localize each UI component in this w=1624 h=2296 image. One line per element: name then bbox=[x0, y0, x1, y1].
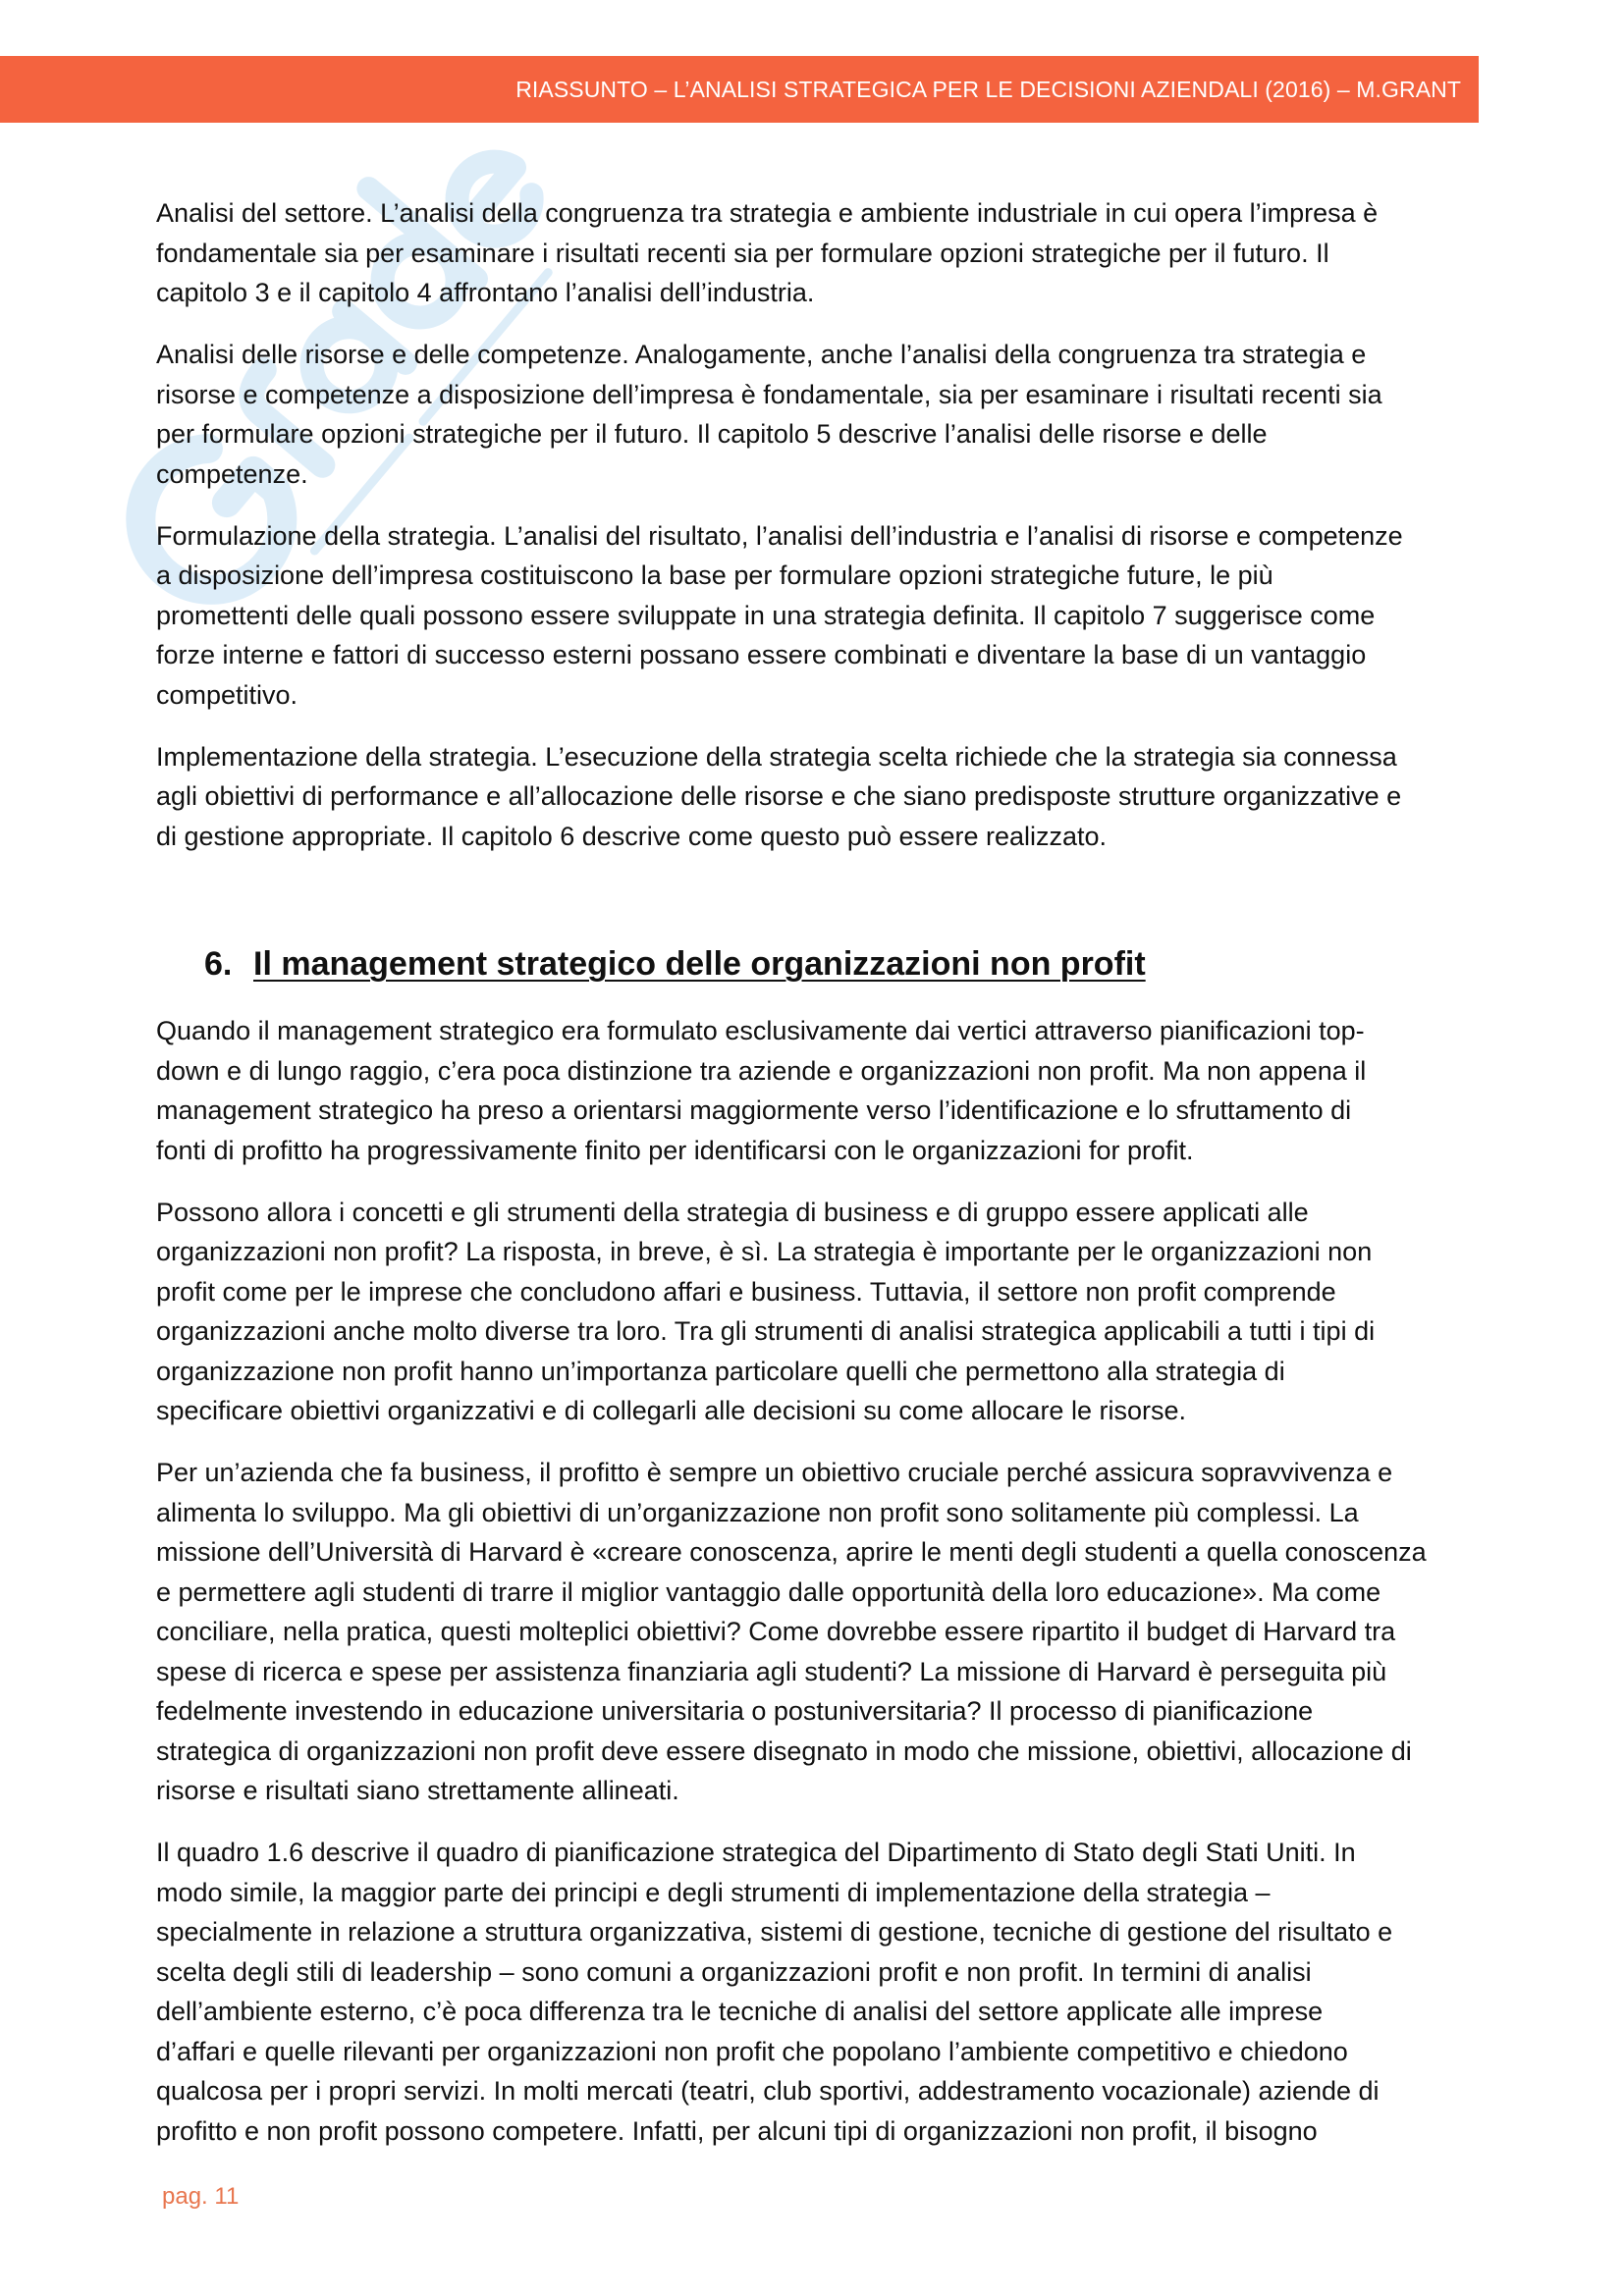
text-line: competitivo. bbox=[156, 679, 298, 710]
paragraph bbox=[156, 737, 1403, 857]
text-line: e permettere agli studenti di trarre il miglior vantaggio dalle opportunità della loro educazione». Ma come bbox=[156, 1576, 1381, 1607]
text-line: Per un’azienda che fa business, il profitto è sempre un obiettivo cruciale perché assicura sopravvivenza e bbox=[156, 1458, 1393, 1487]
text-line: specificare obiettivi organizzativi e di collegarli alle decisioni su come allocare le risorse. bbox=[156, 1396, 1186, 1425]
text-line: fondamentale sia per esaminare i risultati recenti sia per formulare opzioni strategiche per il futuro. Il bbox=[156, 238, 1329, 268]
text-line: management strategico ha preso a orientarsi maggiormente verso l’identificazione e lo sfruttamento di bbox=[156, 1095, 1352, 1125]
text-line: Implementazione della strategia. L’esecuzione della strategia scelta richiede che la strategia sia connessa bbox=[156, 741, 1397, 772]
text-line: Analisi del settore. L’analisi della congruenza tra strategia e ambiente industriale in cui opera l’impresa è bbox=[156, 198, 1379, 228]
paragraph bbox=[156, 335, 1403, 494]
text-line: d’affari e quelle rilevanti per organizzazioni non profit che popolano l’ambiente competitivo e chiedono bbox=[156, 2036, 1348, 2066]
text-line: Analisi delle risorse e delle competenze. Analogamente, anche l’analisi della congruenza tra strategia e bbox=[156, 340, 1367, 369]
paragraph bbox=[156, 193, 1403, 313]
paragraph bbox=[156, 1453, 1427, 1811]
text-line: fonti di profitto ha progressivamente finito per identificarsi con le organizzazioni for profit. bbox=[156, 1135, 1194, 1165]
text-line: capitolo 3 e il capitolo 4 affrontano l’analisi dell’industria. bbox=[156, 278, 815, 307]
text-line: conciliare, nella pratica, questi molteplici obiettivi? Come dovrebbe essere ripartito il budget di Harvard tra bbox=[156, 1617, 1396, 1646]
text-line: alimenta lo sviluppo. Ma gli obiettivi di un’organizzazione non profit sono solitamente più complessi. La bbox=[156, 1497, 1359, 1527]
text-line: specialmente in relazione a struttura organizzativa, sistemi di gestione, tecniche di gestione del risultato e bbox=[156, 1917, 1393, 1947]
text-line: forze interne e fattori di successo esterni possano essere combinati e diventare la base di un vantaggio bbox=[156, 640, 1367, 669]
text-line: down e di lungo raggio, c’era poca distinzione tra aziende e organizzazioni non profit. Ma non appena il bbox=[156, 1055, 1367, 1086]
text-line: organizzazione non profit hanno un’importanza particolare quelli che permettono alla strategia di bbox=[156, 1356, 1285, 1386]
text-line: modo simile, la maggior parte dei principi e degli strumenti di implementazione della strategia – bbox=[156, 1877, 1271, 1907]
text-line: agli obiettivi di performance e all’allocazione delle risorse e che siano predisposte strutture organizzative e bbox=[156, 781, 1402, 811]
text-line: dell’ambiente esterno, c’è poca differenza tra le tecniche di analisi del settore applicate alle imprese bbox=[156, 1997, 1324, 2026]
section-title: Il management strategico delle organizzazioni non profit bbox=[253, 945, 1146, 983]
text-line: per formulare opzioni strategiche per il futuro. Il capitolo 5 descrive l’analisi delle risorse e delle bbox=[156, 419, 1268, 449]
text-line: Formulazione della strategia. L’analisi del risultato, l’analisi dell’industria e l’analisi di risorse e competenze bbox=[156, 520, 1403, 551]
text-line: a disposizione dell’impresa costituiscono la base per formulare opzioni strategiche future, le più bbox=[156, 561, 1273, 590]
paragraph bbox=[156, 1011, 1427, 1170]
text-line: scelta degli stili di leadership – sono comuni a organizzazioni profit e non profit. In termini di analisi bbox=[156, 1956, 1312, 1987]
paragraph bbox=[156, 1833, 1427, 2151]
section-number: 6. bbox=[204, 945, 233, 983]
text-line: spese di ricerca e spese per assistenza finanziaria agli studenti? La missione di Harvard è perseguita più bbox=[156, 1656, 1387, 1686]
text-line: missione dell’Università di Harvard è «creare conoscenza, aprire le menti degli studenti a quella conoscenza bbox=[156, 1537, 1427, 1567]
paragraph bbox=[156, 1193, 1427, 1431]
header-title: RIASSUNTO – L’ANALISI STRATEGICA PER LE DECISIONI AZIENDALI (2016) – M.GRANT bbox=[515, 77, 1461, 102]
page-number: pag. 11 bbox=[162, 2183, 240, 2210]
paragraph bbox=[156, 516, 1403, 716]
text-line: strategica di organizzazioni non profit deve essere disegnato in modo che missione, obiettivi, allocazione di bbox=[156, 1735, 1412, 1766]
text-line: organizzazioni anche molto diverse tra loro. Tra gli strumenti di analisi strategica applicabili a tutti i tipi di bbox=[156, 1316, 1376, 1346]
text-line: profitto e non profit possono competere. Infatti, per alcuni tipi di organizzazioni non profit, il bisogno bbox=[156, 2115, 1318, 2146]
text-line: competenze. bbox=[156, 458, 308, 489]
text-line: di gestione appropriate. Il capitolo 6 descrive come questo può essere realizzato. bbox=[156, 821, 1108, 851]
text-line: risorse e competenze a disposizione dell’impresa è fondamentale, sia per esaminare i risultati recenti sia bbox=[156, 379, 1382, 409]
text-line: qualcosa per i propri servizi. In molti mercati (teatri, club sportivi, addestramento vocazionale) aziende di bbox=[156, 2076, 1380, 2106]
intro-text-block bbox=[156, 193, 1403, 856]
text-line: Quando il management strategico era formulato esclusivamente dai vertici attraverso pianificazioni top- bbox=[156, 1016, 1365, 1045]
text-line: Possono allora i concetti e gli strumenti della strategia di business e di gruppo essere applicati alle bbox=[156, 1197, 1309, 1227]
section-heading bbox=[204, 940, 1146, 988]
header-bar bbox=[0, 56, 1479, 123]
text-line: profit come per le imprese che concludono affari e business. Tuttavia, il settore non profit comprende bbox=[156, 1276, 1336, 1307]
text-line: fedelmente investendo in educazione universitaria o postuniversitaria? Il processo di pianificazione bbox=[156, 1696, 1314, 1726]
section-body bbox=[156, 1011, 1427, 2151]
text-line: Il quadro 1.6 descrive il quadro di pianificazione strategica del Dipartimento di Stato degli Stati Uniti. In bbox=[156, 1838, 1356, 1867]
text-line: risorse e risultati siano strettamente allineati. bbox=[156, 1776, 679, 1805]
text-line: promettenti delle quali possono essere sviluppate in una strategia definita. Il capitolo 7 suggerisce come bbox=[156, 600, 1376, 630]
text-line: organizzazioni non profit? La risposta, in breve, è sì. La strategia è importante per le organizzazioni non bbox=[156, 1237, 1373, 1266]
